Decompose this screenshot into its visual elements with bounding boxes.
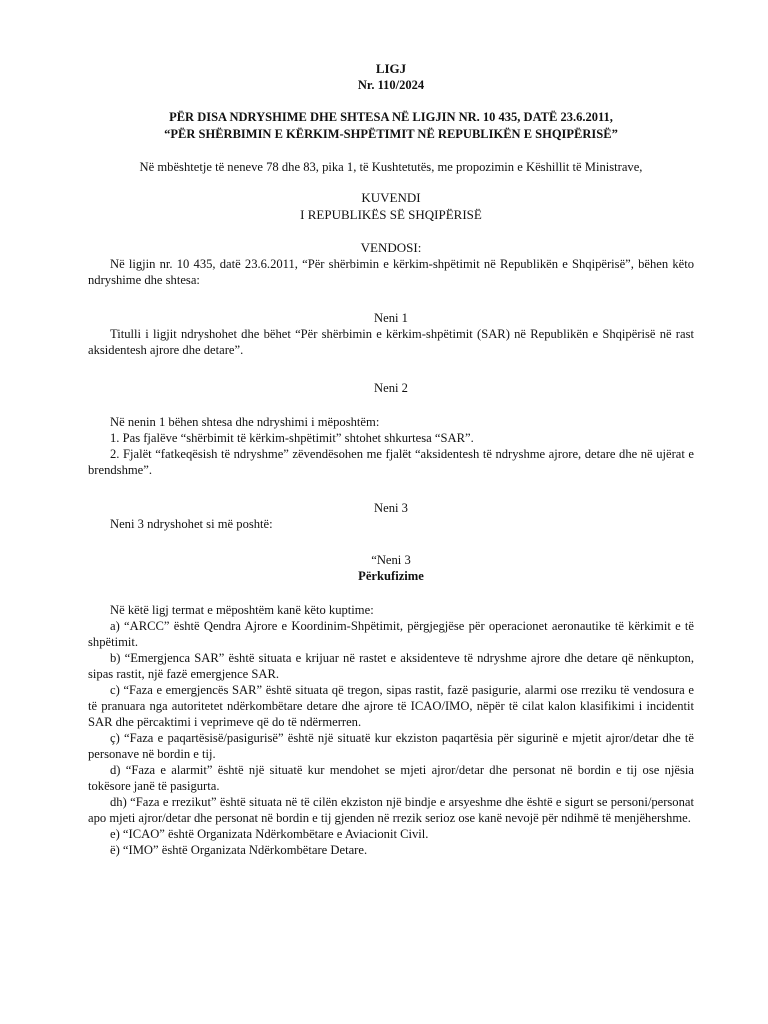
quoted-article-heading: “Neni 3 xyxy=(371,553,411,567)
article-3-heading: Neni 3 xyxy=(374,501,408,515)
article-2-item: 1. Pas fjalëve “shërbimit të kërkim-shpëtimit” shtohet shkurtesa “SAR”. xyxy=(110,431,474,445)
document-page xyxy=(88,60,694,858)
law-number: Nr. 110/2024 xyxy=(357,78,425,92)
article-1-heading: Neni 1 xyxy=(374,311,408,325)
definition-item: d) “Faza e alarmit” është një situatë kur mendohet se mjeti ajror/detar dhe personat në bordin e tij ose njësia tokësore janë të pasigurta. xyxy=(88,763,694,793)
decides-heading: VENDOSI: xyxy=(360,240,422,255)
definitions-intro: Në këtë ligj termat e mëposhtëm kanë këto kuptime: xyxy=(110,603,374,617)
intro-paragraph: Në ligjin nr. 10 435, datë 23.6.2011, “Për shërbimin e kërkim-shpëtimit në Republikën e Shqipërisë”, bëhen këto ndryshime dhe shtesa: xyxy=(88,257,694,287)
assembly-name xyxy=(88,189,694,223)
definition-item: b) “Emergjenca SAR” është situata e krijuar në rastet e aksidenteve të ndryshme ajrore dhe detare që nënkupton, sipas rastit, një fazë emergjence SAR. xyxy=(88,651,694,681)
law-subject xyxy=(88,109,694,143)
definition-item: ç) “Faza e paqartësisë/pasigurisë” është një situatë kur ekziston paqartësia për sigurinë e mjetit ajror/detar dhe të personave në bordin e tij. xyxy=(88,731,694,761)
article-1-text: Titulli i ligjit ndryshohet dhe bëhet “Për shërbimin e kërkim-shpëtimit (SAR) në Republikën e Shqipërisë në rast aksidentesh ajrore dhe detare”. xyxy=(88,327,694,357)
definition-item: e) “ICAO” është Organizata Ndërkombëtare e Aviacionit Civil. xyxy=(110,827,429,841)
definitions-block xyxy=(88,602,694,858)
quoted-article-title: Përkufizime xyxy=(358,569,424,583)
law-subject-line-2: “PËR SHËRBIMIN E KËRKIM-SHPËTIMIT NË REPUBLIKËN E SHQIPËRISË” xyxy=(164,127,618,141)
definition-item: dh) “Faza e rrezikut” është situata në të cilën ekziston një bindje e arsyeshme dhe është e sigurt se personi/personat apo mjeti ajror/detar dhe personat në bordin e tij gjenden në rrezik serioz ose kanë nevojë për ndihmë të menjëhershme. xyxy=(88,795,694,825)
assembly-line-1: KUVENDI xyxy=(361,190,421,205)
definition-item: c) “Faza e emergjencës SAR” është situata që tregon, sipas rastit, fazë pasigurie, alarmi ose rreziku të vendosura e të pranuara nga autoritetet ndërkombëtare detare dhe ajrore të ICAO/IMO, nëpër të cilat kalon klasifikimi i incidentit SAR dhe përcaktimi i veprimeve që do të ndërmerren. xyxy=(88,683,694,729)
preamble: Në mbështetje të neneve 78 dhe 83, pika 1, të Kushtetutës, me propozimin e Këshillit të Ministrave, xyxy=(139,160,643,174)
assembly-line-2: I REPUBLIKËS SË SHQIPËRISË xyxy=(300,207,482,222)
article-2-item: 2. Fjalët “fatkeqësish të ndryshme” zëvendësohen me fjalët “aksidentesh të ndryshme ajrore, detare dhe në ujërat e brendshme”. xyxy=(88,447,694,477)
article-2-body xyxy=(88,414,694,478)
definition-item: ë) “IMO” është Organizata Ndërkombëtare Detare. xyxy=(110,843,368,857)
definition-item: a) “ARCC” është Qendra Ajrore e Koordinim-Shpëtimit, përgjegjëse për operacionet aeronautike të kërkimit e të shpëtimit. xyxy=(88,619,694,649)
law-subject-line-1: PËR DISA NDRYSHIME DHE SHTESA NË LIGJIN NR. 10 435, DATË 23.6.2011, xyxy=(169,110,613,124)
law-title: LIGJ xyxy=(375,61,407,76)
article-2-intro: Në nenin 1 bëhen shtesa dhe ndryshimi i mëposhtëm: xyxy=(110,415,380,429)
article-2-heading: Neni 2 xyxy=(374,381,408,395)
article-3-text: Neni 3 ndryshohet si më poshtë: xyxy=(110,517,273,531)
